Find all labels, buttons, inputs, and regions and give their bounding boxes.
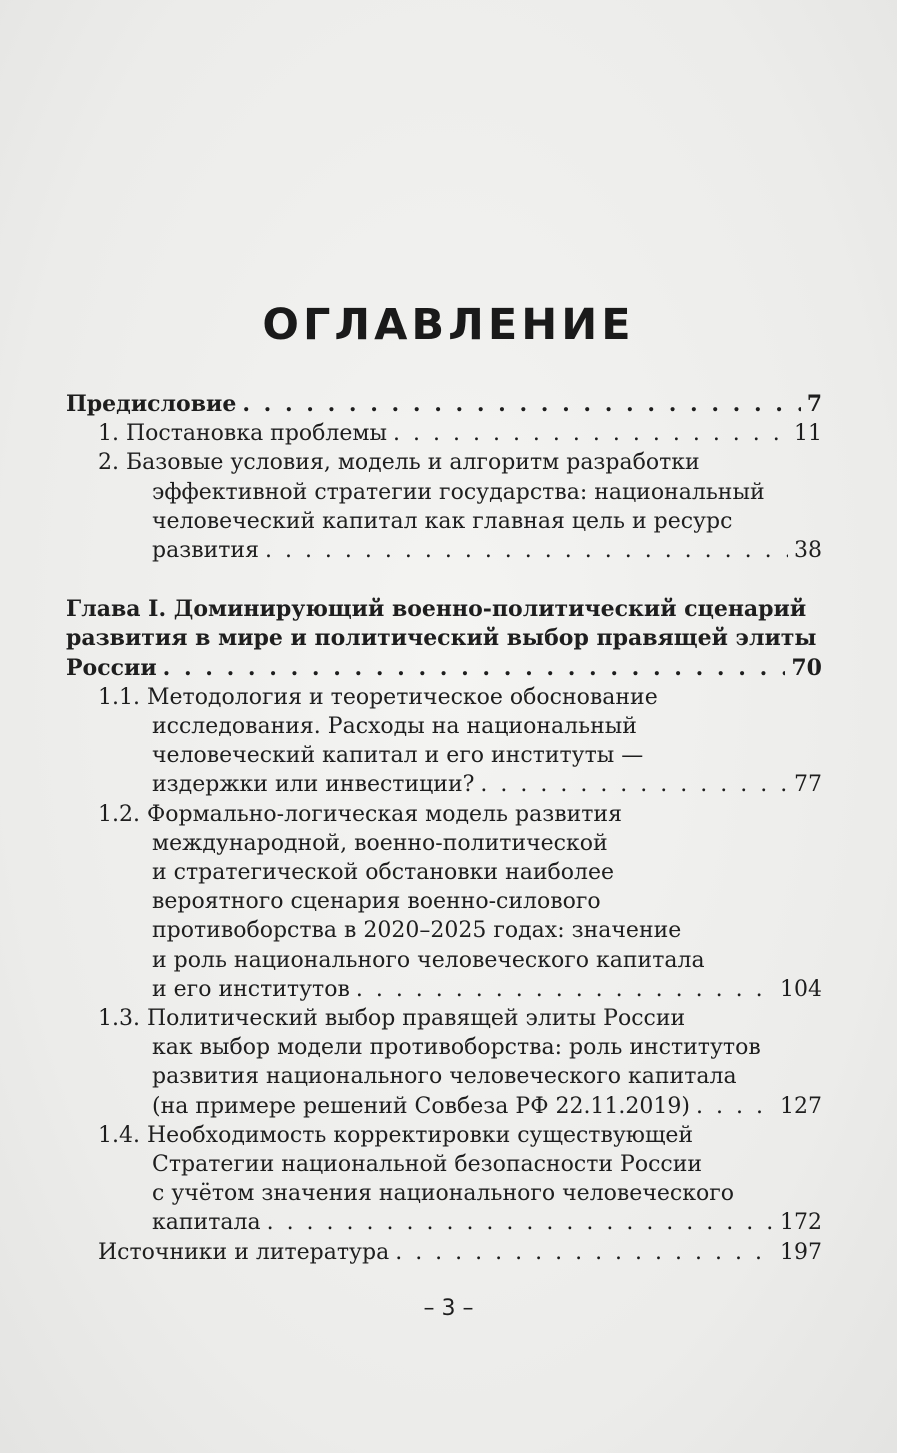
toc-entry-chapter-1[interactable]: Глава I. Доминирующий военно-политический сценарий развития в мире и политический выбор правящей элиты России . . . 70 xyxy=(66,595,822,683)
page-number: 70 xyxy=(791,654,822,681)
leader-dots xyxy=(356,975,774,1004)
leader-dots xyxy=(242,390,800,419)
leader-dots xyxy=(696,1092,774,1121)
toc-entry-1-3[interactable]: 1.3. Политический выбор правящей элиты России как выбор модели противоборства: роль институтов развития национального человеческого капитала (на примере решений Совбеза РФ 22.11.2019) . . . 127 xyxy=(66,1004,822,1121)
page-folio: – 3 – xyxy=(423,1296,474,1321)
page-number: 11 xyxy=(794,421,822,447)
toc-entry-1-2[interactable]: 1.2. Формально-логическая модель развития международной, военно-политической и стратегической обстановки наиболее вероятного сценария военно-силового противоборства в 2020–2025 годах: значение и роль национального человеческого капитала и его институтов . . . 104 xyxy=(66,800,822,1004)
page-number: 77 xyxy=(794,772,822,798)
page-title: ОГЛАВЛЕНИЕ xyxy=(262,300,635,350)
toc-entry-1[interactable]: 1. Постановка проблемы . . . 11 xyxy=(66,419,822,448)
leader-dots xyxy=(265,536,788,565)
toc-entry-preface[interactable]: Предисловие . . . 7 xyxy=(66,390,822,419)
table-of-contents xyxy=(66,390,822,1267)
toc-entry-1-1[interactable]: 1.1. Методология и теоретическое обоснование исследования. Расходы на национальный человеческий капитал и его институты — издержки или инвестиции? . . . 77 xyxy=(66,683,822,800)
leader-dots xyxy=(267,1208,774,1237)
page-number: 197 xyxy=(780,1239,822,1265)
toc-entry-2[interactable]: 2. Базовые условия, модель и алгоритм разработки эффективной стратегии государства: национальный человеческий капитал как главная цель и ресурс развития . . . 38 xyxy=(66,448,822,565)
toc-entry-1-4[interactable]: 1.4. Необходимость корректировки существующей Стратегии национальной безопасности России с учётом значения национального человеческого капитала . . . 172 xyxy=(66,1121,822,1238)
leader-dots xyxy=(395,1238,774,1267)
page-number: 127 xyxy=(780,1093,822,1119)
page-number: 7 xyxy=(806,391,822,417)
toc-entry-sources[interactable]: Источники и литература . . . 197 xyxy=(66,1238,822,1267)
page-number: 104 xyxy=(780,976,822,1002)
page-number: 38 xyxy=(794,538,822,564)
leader-dots xyxy=(163,654,786,683)
leader-dots xyxy=(480,770,788,799)
page-number: 172 xyxy=(780,1210,822,1236)
leader-dots xyxy=(393,419,788,448)
